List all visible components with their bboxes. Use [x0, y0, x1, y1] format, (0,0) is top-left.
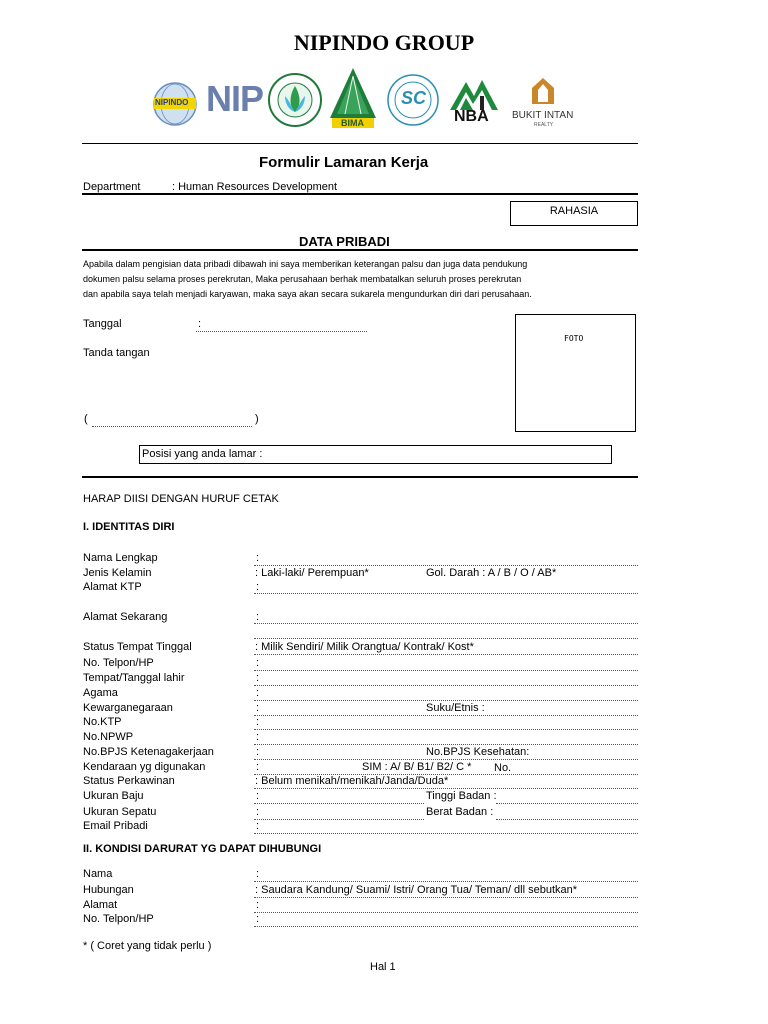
emergency-name-label: Nama [83, 868, 113, 880]
nba-logo: NBA [446, 66, 502, 130]
height-label: Tinggi Badan : [426, 790, 497, 802]
npwp-colon: : [256, 731, 260, 743]
nip-logo: NIP [206, 78, 264, 119]
ktp-number-colon: : [256, 716, 260, 728]
ktp-address-field-1[interactable] [254, 593, 638, 594]
emergency-phone-field[interactable] [254, 926, 638, 927]
emergency-relation-label: Hubungan [83, 884, 134, 896]
marital-label: Status Perkawinan [83, 775, 175, 787]
current-address-field-2[interactable] [254, 638, 638, 639]
position-label: Posisi yang anda lamar : [142, 448, 263, 460]
shirt-size-colon: : [256, 790, 260, 802]
marital-options[interactable]: : Belum menikah/menikah/Janda/Duda* [255, 775, 449, 787]
marital-field[interactable] [254, 788, 638, 789]
photo-label: FOTO [564, 334, 584, 343]
phone-label: No. Telpon/HP [83, 657, 154, 669]
signature-paren-close: ) [255, 413, 259, 425]
current-address-field-1[interactable] [254, 623, 638, 624]
bima-logo: BIMA [327, 66, 379, 130]
shirt-size-label: Ukuran Baju [83, 790, 144, 802]
emergency-name-field[interactable] [254, 881, 638, 882]
shoe-size-field[interactable] [254, 819, 424, 820]
phone-colon: : [256, 657, 260, 669]
gender-options[interactable]: : Laki-laki/ Perempuan* [255, 567, 369, 579]
pt-fortuna-logo [265, 66, 325, 130]
ktp-address-colon: : [256, 581, 260, 593]
birth-label: Tempat/Tanggal lahir [83, 672, 185, 684]
date-field[interactable] [196, 331, 367, 332]
bpjs-health-label: No.BPJS Kesehatan: [426, 746, 530, 758]
emergency-address-field[interactable] [254, 912, 638, 913]
weight-label: Berat Badan : [426, 806, 494, 818]
current-address-label: Alamat Sekarang [83, 611, 168, 623]
email-field[interactable] [254, 833, 638, 834]
date-colon: : [198, 318, 202, 330]
emergency-address-colon: : [256, 899, 260, 911]
bukit-intan-logo: BUKIT INTAN REALTY [508, 66, 578, 130]
vehicle-colon: : [256, 761, 260, 773]
ktp-address-label: Alamat KTP [83, 581, 142, 593]
department-label: Department [83, 181, 141, 193]
bpjs-tk-colon: : [256, 746, 260, 758]
residence-status-field[interactable] [254, 654, 638, 655]
section-title: DATA PRIBADI [299, 234, 390, 249]
current-address-colon: : [256, 611, 260, 623]
residence-status-options[interactable]: : Milik Sendiri/ Milik Orangtua/ Kontrak/ Kost* [255, 641, 474, 653]
confidential-label: RAHASIA [549, 205, 599, 217]
nama-label: Nama Lengkap [83, 552, 158, 564]
shoe-size-label: Ukuran Sepatu [83, 806, 157, 818]
religion-label: Agama [83, 687, 118, 699]
footnote: * ( Coret yang tidak perlu ) [83, 940, 212, 952]
ethnicity-label: Suku/Etnis : [426, 702, 485, 714]
disclaimer-line-2: dokumen palsu selama proses perekrutan, Maka perusahaan berhak membatalkan seluruh proses perekrutan [83, 274, 522, 284]
height-field[interactable] [496, 803, 638, 804]
emergency-phone-label: No. Telpon/HP [83, 913, 154, 925]
phone-field[interactable] [254, 670, 638, 671]
npwp-label: No.NPWP [83, 731, 134, 743]
emergency-heading: II. KONDISI DARURAT YG DAPAT DIHUBUNGI [83, 843, 322, 855]
vehicle-label: Kendaraan yg digunakan [83, 761, 206, 773]
form-title: Formulir Lamaran Kerja [259, 154, 429, 171]
company-title: NIPINDO GROUP [293, 30, 475, 55]
sc-logo: SC [385, 66, 441, 130]
signature-name-field[interactable] [92, 426, 252, 427]
emergency-relation-options[interactable]: : Saudara Kandung/ Suami/ Istri/ Orang Tua/ Teman/ dll sebutkan* [255, 884, 578, 896]
disclaimer-line-3: dan apabila saya telah menjadi karyawan, maka saya akan secara sukarela mengundurkan diri dari perusahaan. [83, 289, 532, 299]
page-number: Hal 1 [370, 961, 396, 973]
bpjs-tk-label: No.BPJS Ketenagakerjaan [83, 746, 214, 758]
email-colon: : [256, 820, 260, 832]
identity-heading: I. IDENTITAS DIRI [83, 521, 175, 533]
citizenship-field[interactable] [254, 715, 638, 716]
emergency-relation-field[interactable] [254, 897, 638, 898]
photo-box[interactable] [515, 314, 636, 432]
religion-colon: : [256, 687, 260, 699]
shoe-size-colon: : [256, 806, 260, 818]
sim-options[interactable]: SIM : A/ B/ B1/ B2/ C * [362, 761, 472, 773]
residence-status-label: Status Tempat Tinggal [83, 641, 192, 653]
confidential-box [510, 201, 638, 226]
shirt-size-field[interactable] [254, 803, 424, 804]
ktp-number-field[interactable] [254, 729, 638, 730]
bpjs-field[interactable] [254, 759, 638, 760]
birth-colon: : [256, 672, 260, 684]
citizenship-label: Kewarganegaraan [83, 702, 173, 714]
emergency-phone-colon: : [256, 913, 260, 925]
instruction-text: HARAP DIISI DENGAN HURUF CETAK [83, 493, 279, 505]
sim-number-label: No. [494, 762, 512, 774]
emergency-address-label: Alamat [83, 899, 118, 911]
religion-field[interactable] [254, 700, 638, 701]
disclaimer-line-1: Apabila dalam pengisian data pribadi dibawah ini saya memberikan keterangan palsu dan juga data pendukung [83, 259, 528, 269]
signature-label: Tanda tangan [83, 347, 150, 359]
ktp-number-label: No.KTP [83, 716, 122, 728]
department-value: : Human Resources Development [172, 181, 338, 193]
signature-paren-open: ( [84, 413, 88, 425]
npwp-field[interactable] [254, 744, 638, 745]
weight-field[interactable] [496, 819, 638, 820]
position-field[interactable] [139, 445, 612, 464]
email-label: Email Pribadi [83, 820, 148, 832]
nama-colon: : [256, 552, 260, 564]
blood-type-options[interactable]: Gol. Darah : A / B / O / AB* [426, 567, 557, 579]
citizenship-colon: : [256, 702, 260, 714]
date-label: Tanggal [83, 318, 122, 330]
nipindo-logo: NIPINDO [150, 66, 200, 130]
emergency-name-colon: : [256, 868, 260, 880]
gender-label: Jenis Kelamin [83, 567, 152, 579]
birth-field[interactable] [254, 685, 638, 686]
nama-field[interactable] [254, 565, 638, 566]
